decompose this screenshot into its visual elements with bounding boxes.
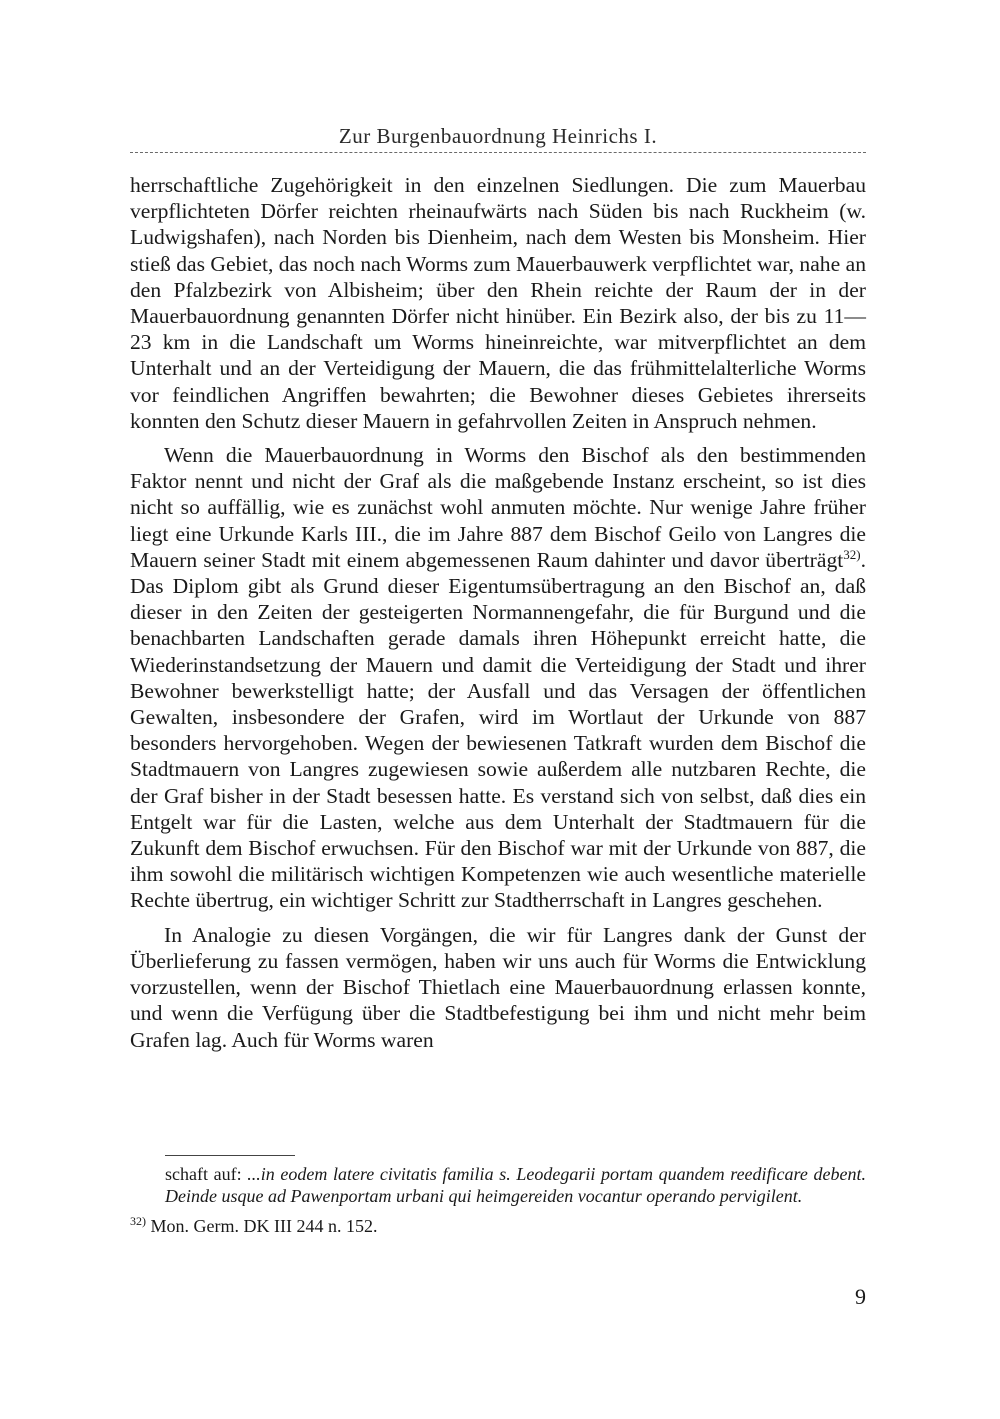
- footnote-32-text: Mon. Germ. DK III 244 n. 152.: [150, 1216, 378, 1236]
- paragraph-2: [130, 442, 866, 914]
- footnote-ref-32[interactable]: 32): [843, 546, 861, 562]
- footnotes: [130, 1163, 866, 1237]
- header-rule: [130, 152, 866, 153]
- paragraph-3: In Analogie zu diesen Vorgängen, die wir für Langres dank der Gunst der Überlieferung zu fassen vermögen, haben wir uns auch für Worms die Entwicklung vorzustellen, wenn der Bischof Thietlach eine Mauerbauordnung erlassen konnte, und wenn die Verfügung über die Stadtbefestigung bei ihm und nicht mehr beim Grafen lag. Auch für Worms waren: [130, 922, 866, 1052]
- paragraph-2-part-b: . Das Diplom gibt als Grund dieser Eigentumsübertragung an den Bischof an, daß dieser in den Zeiten der gesteigerten Normannengefahr, die für Burgund und die benachbarten Landschaften gerade damals ihren Höhepunkt erreicht hatte, die Wiederinstandsetzung der Mauern und damit die Verteidigung der Stadt und ihrer Bewohner bewerkstelligt hatte; der Ausfall und das Versagen der öffentlichen Gewalten, insbesondere der Grafen, wird im Wortlaut der Urkunde von 887 besonders hervorgehoben. Wegen der bewiesenen Tatkraft wurden dem Bischof die Stadtmauern von Langres zugewiesen sowie außerdem alle nutzbaren Rechte, die der Graf bisher in der Stadt besessen hatte. Es verstand sich von selbst, daß dies ein Entgelt war für die Lasten, welche aus dem Unterhalt der Stadtmauern für die Zukunft dem Bischof erwuchsen. Für den Bischof war mit der Urkunde von 887, die ihm sowohl die militärisch wichtigen Kompetenzen wie auch wesentliche materielle Rechte übertrug, ein wichtiger Schritt zur Stadtherrschaft in Langres geschehen.: [130, 547, 866, 913]
- footnote-continuation-quote: ...in eodem latere civitatis familia s. Leodegarii portam quandem reedificare debent. Deinde usque ad Pawenportam urbani qui heimgereiden vocantur operando pervigilent.: [165, 1164, 866, 1206]
- footnote-32: [130, 1215, 866, 1237]
- footnote-32-marker: 32): [130, 1214, 146, 1228]
- paragraph-1: herrschaftliche Zugehörigkeit in den einzelnen Siedlungen. Die zum Mauerbau verpflichteten Dörfer reichten rheinaufwärts nach Süden bis nach Ruckheim (w. Ludwigshafen), nach Norden bis Dienheim, nach dem Westen bis Monsheim. Hier stieß das Gebiet, das noch nach Worms zum Mauerbauwerk verpflichtet war, nahe an den Pfalzbezirk von Albisheim; über den Rhein reichte der Raum der in der Mauerbauordnung genannten Dörfer nicht hinüber. Ein Bezirk also, der bis zu 11—23 km in die Landschaft um Worms hineinreichte, war mitverpflichtet an dem Unterhalt und an der Verteidigung der Mauern, die das frühmittelalterliche Worms vor feindlichen Angriffen bewahrten; die Bewohner dieses Gebietes ihrerseits konnten den Schutz dieser Mauern in gefahrvollen Zeiten in Anspruch nehmen.: [130, 173, 866, 433]
- main-text: [130, 172, 866, 1053]
- footnote-continuation: [165, 1163, 866, 1207]
- paragraph-2-part-a: Wenn die Mauerbauordnung in Worms den Bischof als den bestimmenden Faktor nennt und nicht der Graf als die maßgebende Instanz erscheint, so ist dies nicht so auffällig, wie es zunächst wohl anmuten möchte. Nur wenige Jahre früher liegt eine Urkunde Karls III., die im Jahre 887 dem Bischof Geilo von Langres die Mauern seiner Stadt mit einem abgemessenen Raum dahinter und davor überträgt: [130, 443, 866, 572]
- page-number: 9: [855, 1284, 866, 1309]
- footnote-continuation-prefix: schaft auf:: [165, 1164, 248, 1184]
- footnote-rule: [165, 1155, 295, 1156]
- running-title: Zur Burgenbauordnung Heinrichs I.: [338, 124, 658, 148]
